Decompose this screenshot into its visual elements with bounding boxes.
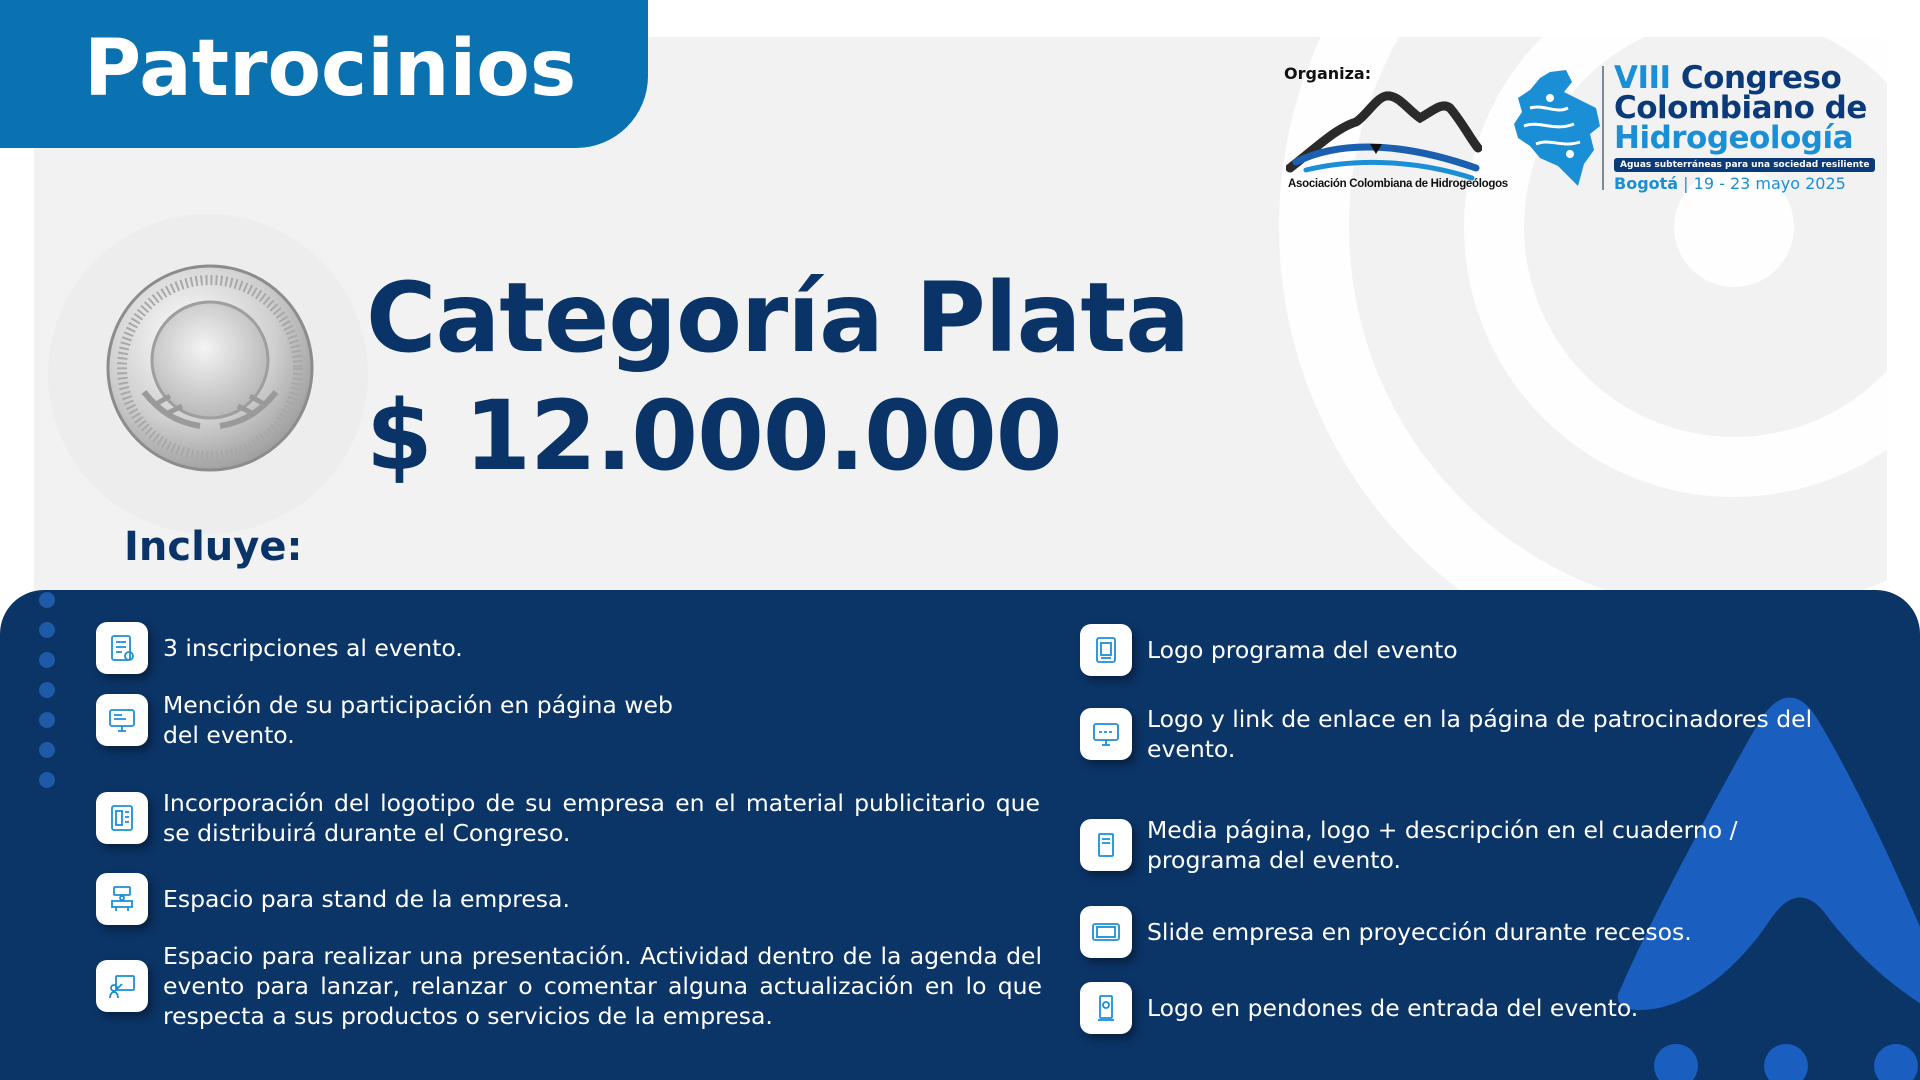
congress-date — [1614, 174, 1864, 193]
congress-logo-text — [1614, 60, 1870, 193]
benefit-item — [96, 873, 1036, 925]
benefit-text: Espacio para stand de la empresa. — [163, 885, 570, 913]
page-title: Patrocinios — [84, 24, 577, 114]
presentation-icon — [96, 960, 148, 1012]
organizer-label: Organiza: — [1284, 64, 1372, 83]
benefit-text: Mención de su participación en página web del evento. — [163, 691, 673, 749]
benefit-text: Logo y link de enlace en la página de patrocinadores del evento. — [1147, 705, 1813, 763]
mountain-logo-icon — [1286, 88, 1482, 184]
includes-label: Incluye: — [124, 524, 303, 570]
benefit-item — [96, 690, 716, 750]
congress-dates: | 19 - 23 mayo 2025 — [1678, 174, 1846, 193]
benefit-item — [1080, 906, 1820, 958]
benefit-item — [1080, 704, 1820, 764]
benefit-item — [1080, 982, 1820, 1034]
silver-medal-icon — [104, 262, 316, 474]
congress-title-line2: Colombiano de — [1614, 90, 1867, 126]
header-tab — [0, 0, 648, 148]
benefit-text: Espacio para realizar una presentación. Actividad dentro de la agenda del evento para lanzar, relanzar o comentar alguna actualización en lo que respecta a sus productos o servicios de la empresa. — [163, 942, 1042, 1030]
congress-edition: VIII — [1614, 60, 1671, 96]
organizer-name: Asociación Colombiana de Hidrogeólogos — [1288, 178, 1508, 190]
program-booklet-icon — [1080, 624, 1132, 676]
congress-city: Bogotá — [1614, 174, 1679, 193]
slide-screen-icon — [1080, 906, 1132, 958]
congress-word: Congreso — [1670, 60, 1842, 96]
half-page-icon — [1080, 819, 1132, 871]
benefit-item — [96, 622, 1036, 674]
benefit-text: Media página, logo + descripción en el cuaderno / programa del evento. — [1147, 816, 1738, 874]
stand-icon — [96, 873, 148, 925]
benefit-text: Slide empresa en proyección durante recesos. — [1147, 918, 1692, 946]
benefit-text: Logo en pendones de entrada del evento. — [1147, 994, 1639, 1022]
colombia-map-icon — [1510, 68, 1602, 190]
benefit-item — [96, 941, 1042, 1031]
benefit-text: Logo programa del evento — [1147, 636, 1458, 664]
category-name: Categoría Plata — [366, 262, 1190, 374]
brochure-icon — [96, 792, 148, 844]
congress-title-line3: Hidrogeología — [1614, 120, 1854, 156]
benefit-text: 3 inscripciones al evento. — [163, 634, 463, 662]
web-monitor-icon — [96, 694, 148, 746]
banner-stand-icon — [1080, 982, 1132, 1034]
benefit-item — [1080, 624, 1780, 676]
benefit-text: Incorporación del logotipo de su empresa en el material publicitario que se distribuirá durante el Congreso. — [163, 789, 1040, 847]
benefit-item — [1080, 815, 1820, 875]
category-price: $ 12.000.000 — [366, 380, 1062, 492]
website-link-icon — [1080, 708, 1132, 760]
benefit-item — [96, 788, 1040, 848]
congress-divider — [1602, 66, 1604, 190]
congress-tagline: Aguas subterráneas para una sociedad resiliente — [1614, 158, 1875, 172]
registration-form-icon — [96, 622, 148, 674]
